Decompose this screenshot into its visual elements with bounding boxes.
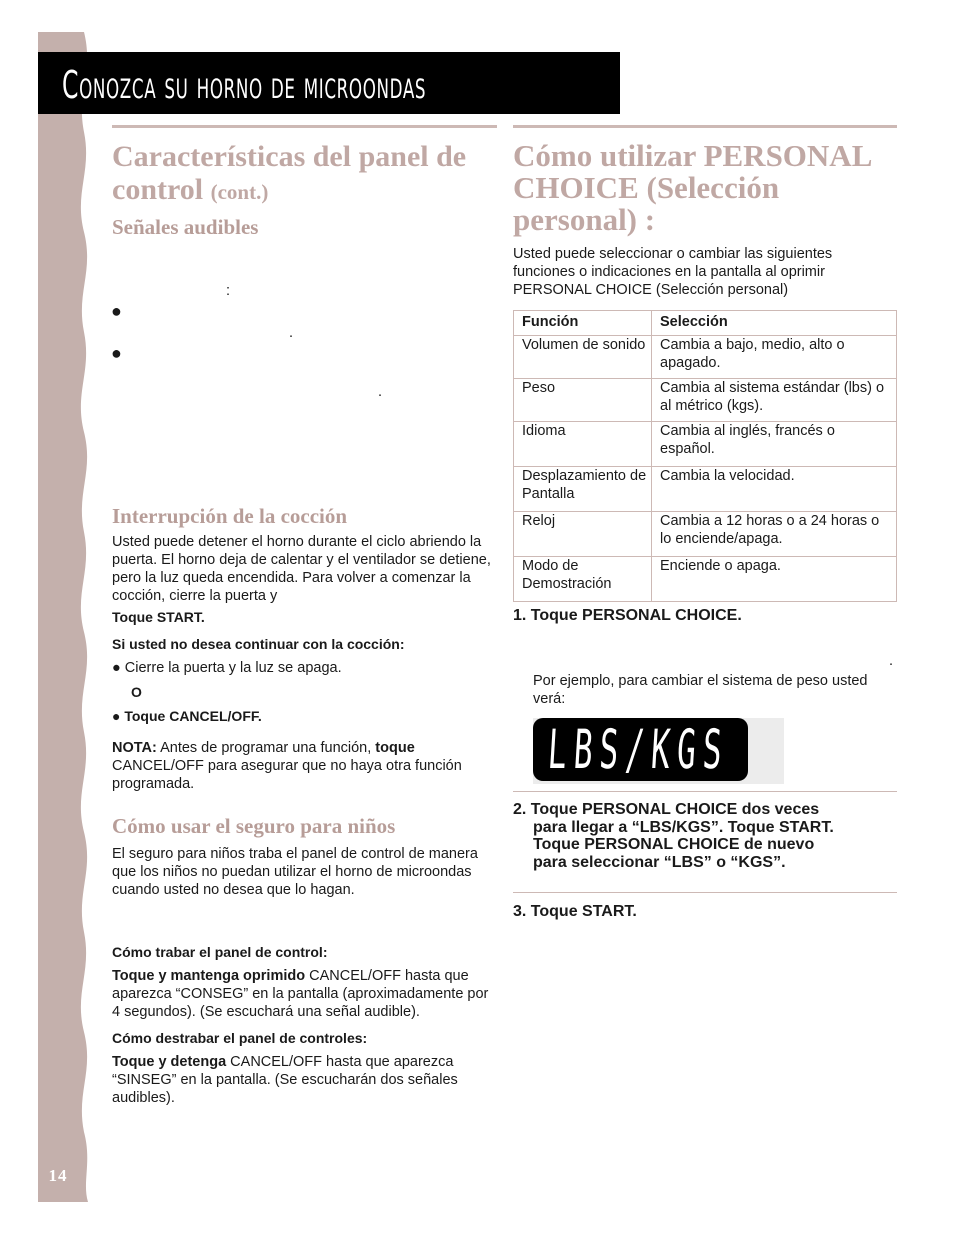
lock-text: CANCEL/OFF hasta que aparezca “CONSEG” en la pantalla (aproximadamente por 4 segundos). (Se escuchará una señal audible). — [112, 968, 489, 1020]
note-text-1: Antes de programar una función, — [160, 740, 372, 756]
interrupt-paragraph: Usted puede detener el horno durante el ciclo abriendo la puerta. El horno deja de calentar y el ventilador se detiene, pero la luz queda encendida. Para volver a comenzar la cocción, cierre la puerta y — [112, 534, 491, 604]
table-cell: Enciende o apaga. — [652, 557, 897, 602]
interrupt-heading: Interrupción de la cocción — [112, 504, 348, 528]
bullet-close-door-text: Cierre la puerta y la luz se apaga. — [124, 660, 342, 676]
table-cell: Cambia a bajo, medio, alto o apagado. — [652, 336, 897, 379]
functions-table — [513, 310, 897, 602]
section-title-main: Características del panel de control — [112, 140, 467, 206]
note-text-2: CANCEL/OFF para asegurar que no haya otra función programada. — [112, 758, 462, 792]
sounds-period-1: . — [289, 325, 294, 341]
example-paragraph: Por ejemplo, para cambiar el sistema de peso usted verá: — [533, 673, 868, 707]
unlock-bold: Toque y detenga — [112, 1054, 227, 1070]
table-cell: Idioma — [514, 422, 652, 467]
table-cell: Volumen de sonido — [514, 336, 652, 379]
table-header-cell: Función — [514, 311, 652, 336]
lock-heading: Cómo trabar el panel de control: — [112, 944, 328, 960]
unlock-text: CANCEL/OFF hasta que aparezca “SINSEG” en la pantalla. (Se escucharán dos señales audibles). — [112, 1054, 458, 1106]
table-row — [514, 379, 897, 422]
note-paragraph — [112, 739, 492, 793]
table-row — [514, 422, 897, 467]
table-header-row — [514, 311, 897, 336]
bullet-cancel: ● Toque CANCEL/OFF. — [112, 708, 262, 724]
table-cell: Cambia al sistema estándar (lbs) o al métrico (kgs). — [652, 379, 897, 422]
step-2-line: para seleccionar “LBS” o “KGS”. — [533, 853, 786, 871]
no-continue-text: Si usted no desea continuar con la cocción: — [112, 636, 405, 652]
table-cell: Cambia la velocidad. — [652, 467, 897, 512]
step-2-line: para llegar a “LBS/KGS”. Toque START. — [533, 818, 834, 836]
section-title-left — [112, 140, 502, 209]
table-row — [514, 467, 897, 512]
table-cell: Desplazamiento de Pantalla — [514, 467, 652, 512]
section-title-cont: (cont.) — [210, 180, 269, 204]
table-row — [514, 557, 897, 602]
bullet-dot: ● — [111, 343, 122, 363]
page-title: Conozca su horno de microondas — [62, 63, 427, 107]
intro-paragraph: Usted puede seleccionar o cambiar las siguientes funciones o indicaciones en la pantalla al oprimir PERSONAL CHOICE (Selección personal) — [513, 246, 833, 298]
page-number: 14 — [48, 1166, 68, 1185]
unlock-heading: Cómo destrabar el panel de controles: — [112, 1030, 368, 1046]
divider — [513, 791, 897, 792]
page-edge-band — [38, 32, 94, 1202]
lock-paragraph — [112, 967, 497, 1021]
note-bold: toque — [375, 740, 415, 756]
child-lock-paragraph: El seguro para niños traba el panel de control de manera que los niños no puedan utilizar el horno de microondas cuando usted no desea que lo hagan. — [112, 846, 478, 898]
right-top-rule — [513, 125, 897, 128]
table-cell: Modo de Demostración — [514, 557, 652, 602]
step-2-line: Toque PERSONAL CHOICE de nuevo — [533, 836, 815, 853]
note-label: NOTA: — [112, 740, 157, 756]
divider — [513, 892, 897, 893]
table-cell: Cambia a 12 horas o a 24 horas o lo enciende/apaga. — [652, 512, 897, 557]
step-2 — [513, 801, 897, 871]
left-top-rule — [112, 125, 497, 128]
step-2-line: 2. Toque PERSONAL CHOICE dos veces — [513, 801, 820, 818]
table-row — [514, 512, 897, 557]
table-cell: Peso — [514, 379, 652, 422]
touch-start-text: Toque START. — [112, 609, 205, 625]
unlock-paragraph — [112, 1053, 482, 1107]
step-3: 3. Toque START. — [513, 903, 637, 920]
table-cell: Cambia al inglés, francés o español. — [652, 422, 897, 467]
bullet-close-door: ● Cierre la puerta y la luz se apaga. — [112, 660, 342, 676]
lock-bold: Toque y mantenga oprimido — [112, 968, 306, 984]
section-title-right: Cómo utilizar PERSONAL CHOICE (Selección personal) : — [513, 138, 871, 237]
child-lock-heading: Cómo usar el seguro para niños — [112, 814, 396, 838]
step-1-period: . — [889, 653, 894, 669]
step-1: 1. Toque PERSONAL CHOICE. — [513, 607, 742, 624]
table-cell: Reloj — [514, 512, 652, 557]
bullet-cancel-text: Toque CANCEL/OFF. — [124, 708, 262, 724]
or-text: O — [131, 684, 142, 700]
sounds-heading: Señales audibles — [112, 215, 259, 239]
sounds-period-2: . — [378, 384, 383, 400]
table-header-cell: Selección — [652, 311, 897, 336]
table-row — [514, 336, 897, 379]
bullet-dot: ● — [111, 301, 122, 321]
display-readout: LBS/KGS — [546, 718, 731, 781]
sounds-colon: : — [226, 283, 231, 299]
